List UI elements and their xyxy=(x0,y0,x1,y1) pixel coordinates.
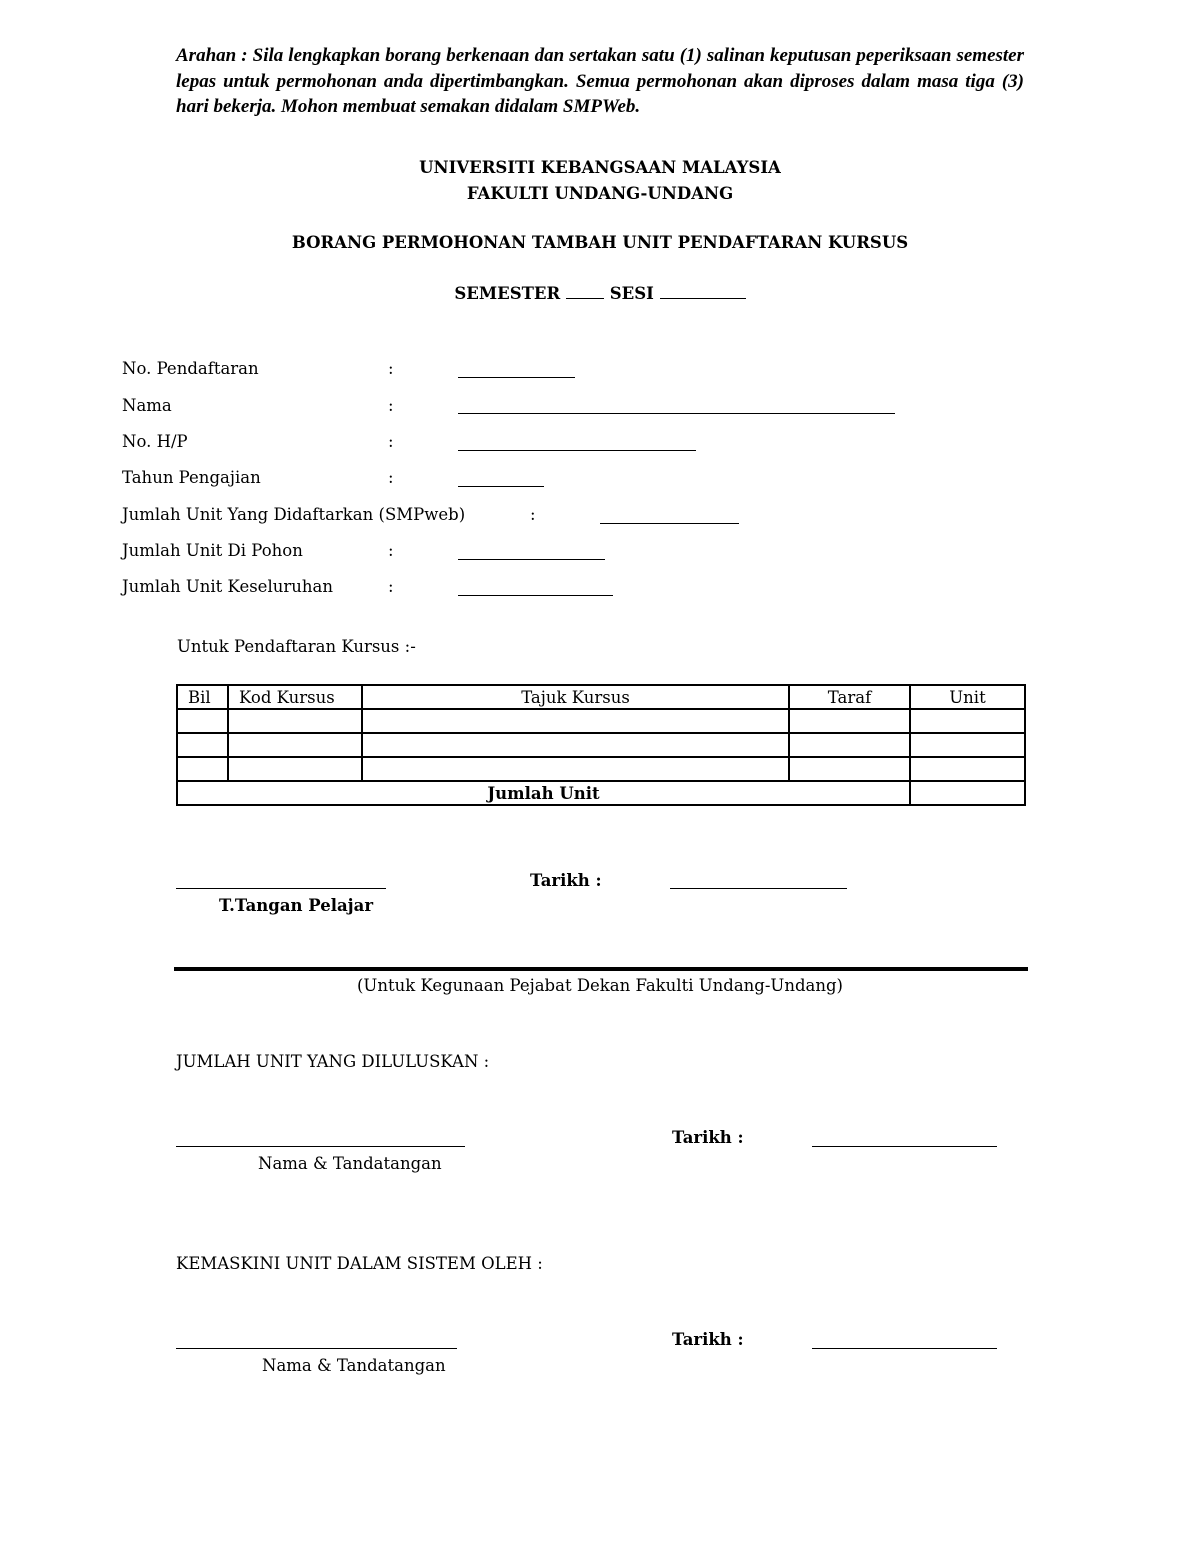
table-cell[interactable] xyxy=(177,733,228,757)
field-registered-units-colon: : xyxy=(530,505,536,524)
column-header-kod-kursus: Kod Kursus xyxy=(228,685,362,709)
table-cell[interactable] xyxy=(228,733,362,757)
course-table-header-row xyxy=(177,685,1025,709)
table-cell[interactable] xyxy=(789,757,910,781)
instruction-text: Arahan : Sila lengkapkan borang berkenaan dan sertakan satu (1) salinan keputusan peperiksaan semester lepas untuk permohonan anda dipertimbangkan. Semua permohonan akan diproses dalam masa tiga (3) hari bekerja. Mohon membuat semakan didalam SMPWeb. xyxy=(176,45,1024,117)
approver-signature-line[interactable] xyxy=(176,1146,465,1147)
field-name-label: Nama xyxy=(122,396,172,415)
phone-field[interactable] xyxy=(458,450,696,451)
semester-session-line xyxy=(0,284,1200,303)
sesi-label: SESI xyxy=(609,284,654,303)
field-study-year-colon: : xyxy=(388,468,394,487)
field-registration-label: No. Pendaftaran xyxy=(122,359,259,378)
table-cell[interactable] xyxy=(910,757,1025,781)
table-cell[interactable] xyxy=(362,757,789,781)
field-study-year-label: Tahun Pengajian xyxy=(122,468,261,487)
field-requested-units-label: Jumlah Unit Di Pohon xyxy=(122,541,303,560)
approver-date-field[interactable] xyxy=(812,1146,997,1147)
table-row xyxy=(177,709,1025,733)
field-total-units-label: Jumlah Unit Keseluruhan xyxy=(122,577,333,596)
field-registration-colon: : xyxy=(388,359,394,378)
university-name: UNIVERSITI KEBANGSAAN MALAYSIA xyxy=(419,158,781,177)
registered-units-field[interactable] xyxy=(600,523,739,524)
table-cell[interactable] xyxy=(789,709,910,733)
semester-label: SEMESTER xyxy=(454,284,561,303)
table-cell[interactable] xyxy=(177,757,228,781)
total-units-label: Jumlah Unit xyxy=(177,781,910,805)
column-header-tajuk-kursus: Tajuk Kursus xyxy=(362,685,789,709)
updater-date-label: Tarikh : xyxy=(672,1330,744,1349)
table-cell[interactable] xyxy=(789,733,910,757)
field-registered-units-label: Jumlah Unit Yang Didaftarkan (SMPweb) xyxy=(122,505,466,524)
approved-units-label: JUMLAH UNIT YANG DILULUSKAN : xyxy=(176,1052,490,1071)
column-header-unit: Unit xyxy=(910,685,1025,709)
table-row xyxy=(177,733,1025,757)
column-header-bil: Bil xyxy=(177,685,228,709)
section-divider xyxy=(174,967,1028,971)
total-units-field[interactable] xyxy=(458,595,613,596)
student-date-label: Tarikh : xyxy=(530,871,602,890)
office-use-heading: (Untuk Kegunaan Pejabat Dekan Fakulti Undang-Undang) xyxy=(356,976,843,995)
system-update-label: KEMASKINI UNIT DALAM SISTEM OLEH : xyxy=(176,1254,543,1273)
approver-date-label: Tarikh : xyxy=(672,1128,744,1147)
column-header-taraf: Taraf xyxy=(789,685,910,709)
study-year-field[interactable] xyxy=(458,486,544,487)
field-requested-units-colon: : xyxy=(388,541,394,560)
course-table xyxy=(176,684,1026,806)
registration-number-field[interactable] xyxy=(458,377,575,378)
semester-input-line[interactable] xyxy=(566,284,604,299)
approver-signature-label: Nama & Tandatangan xyxy=(258,1154,442,1173)
form-title: BORANG PERMOHONAN TAMBAH UNIT PENDAFTARAN KURSUS xyxy=(291,233,909,252)
table-cell[interactable] xyxy=(910,709,1025,733)
field-total-units-colon: : xyxy=(388,577,394,596)
table-cell[interactable] xyxy=(228,757,362,781)
requested-units-field[interactable] xyxy=(458,559,605,560)
student-signature-label: T.Tangan Pelajar xyxy=(219,896,374,915)
course-section-intro: Untuk Pendaftaran Kursus :- xyxy=(177,637,416,656)
table-cell[interactable] xyxy=(228,709,362,733)
student-date-field[interactable] xyxy=(670,888,847,889)
sesi-input-line[interactable] xyxy=(660,284,746,299)
table-row xyxy=(177,757,1025,781)
total-row xyxy=(177,781,1025,805)
field-phone-colon: : xyxy=(388,432,394,451)
faculty-name: FAKULTI UNDANG-UNDANG xyxy=(466,184,734,203)
updater-date-field[interactable] xyxy=(812,1348,997,1349)
table-cell[interactable] xyxy=(362,733,789,757)
field-phone-label: No. H/P xyxy=(122,432,188,451)
student-signature-line[interactable] xyxy=(176,888,386,889)
updater-signature-line[interactable] xyxy=(176,1348,457,1349)
total-units-cell[interactable] xyxy=(910,781,1025,805)
table-cell[interactable] xyxy=(362,709,789,733)
table-cell[interactable] xyxy=(177,709,228,733)
table-cell[interactable] xyxy=(910,733,1025,757)
name-field[interactable] xyxy=(458,413,895,414)
updater-signature-label: Nama & Tandatangan xyxy=(262,1356,446,1375)
field-name-colon: : xyxy=(388,396,394,415)
